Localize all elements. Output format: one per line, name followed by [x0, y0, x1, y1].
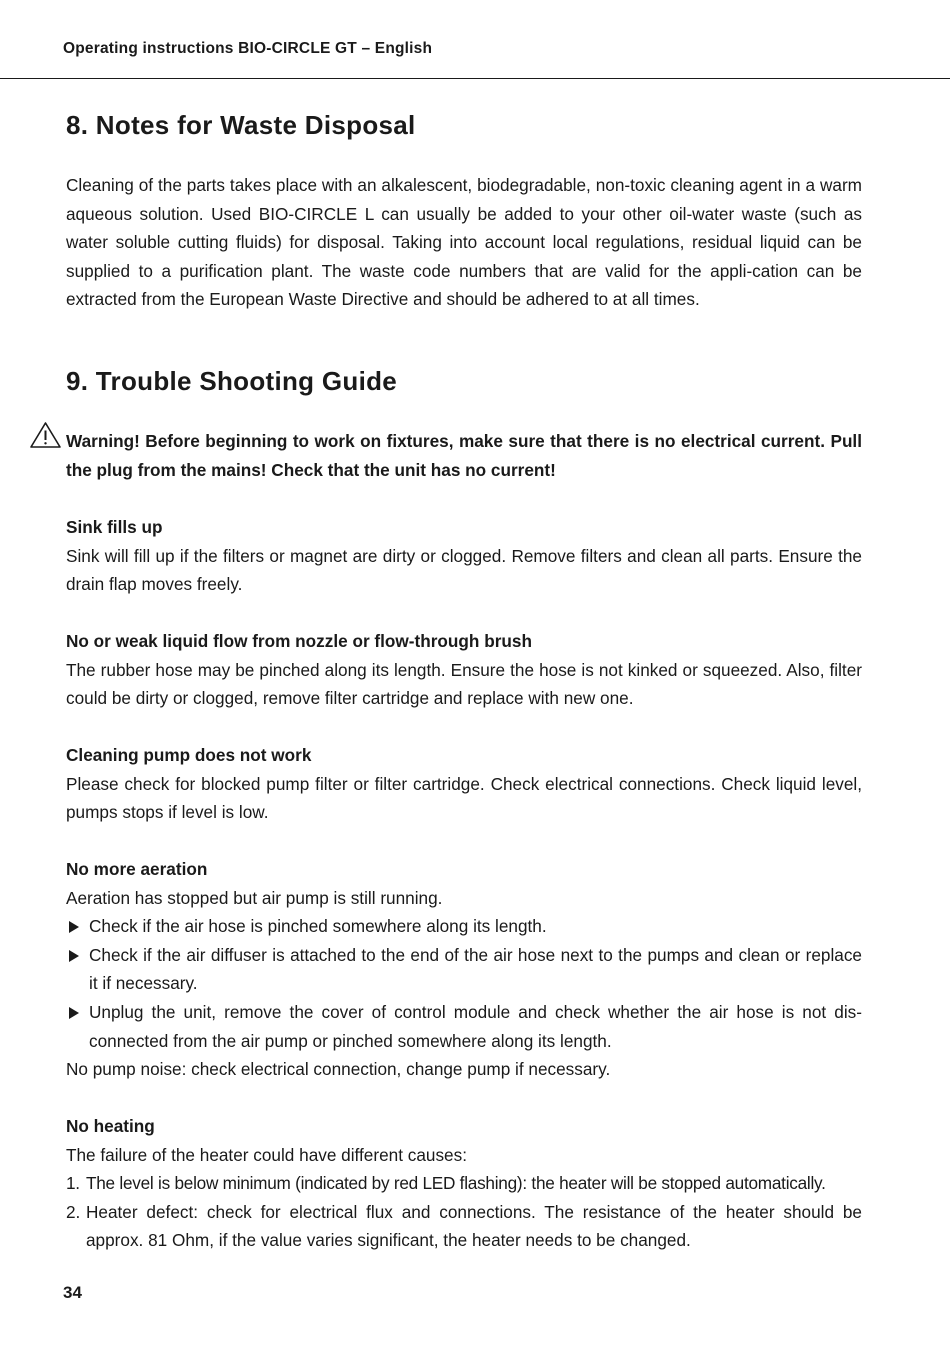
numbered-item: [66, 1169, 862, 1198]
trouble-item-text: The rubber hose may be pinched along its length. Ensure the hose is not kinked or squeezed. Also, filter could be dirty or clogged, remove filter cartridge and replace with new one.: [66, 659, 862, 709]
page-header: [0, 0, 950, 79]
trouble-item-title: No more aeration: [66, 859, 208, 879]
section-8-heading: 8. Notes for Waste Disposal: [66, 110, 416, 140]
warning-triangle-icon: [29, 421, 62, 449]
warning-text: Warning! Before beginning to work on fixtures, make sure that there is no electrical current. Pull the plug from the mains! Check that the unit has no current!: [66, 431, 862, 480]
trouble-item-title: No heating: [66, 1116, 155, 1136]
trouble-item: [66, 513, 862, 599]
bullet-item: [66, 912, 862, 941]
trouble-item: [66, 741, 862, 827]
aeration-item: [66, 855, 862, 1084]
bullet-text: Check if the air diffuser is attached to the end of the air hose next to the pumps and clean or replace it if necessary.: [89, 944, 862, 994]
waste-disposal-paragraph: Cleaning of the parts takes place with an alkalescent, biodegradable, non-toxic cleaning agent in a warm aqueous solution. Used BIO-CIRCLE L can usually be added to your other oil-water waste (such as water soluble cutting fluids) for disposal. Taking into account local regulations, residual liquid can be supplied to a purification plant. The waste code numbers that are valid for the appli-cation can be extracted from the European Waste Directive and should be adhered to at all times.: [66, 175, 862, 310]
header-title: Operating instructions BIO-CIRCLE GT – English: [63, 40, 433, 57]
item-number: 1.: [66, 1173, 80, 1194]
bullet-arrow-icon: [69, 950, 79, 962]
trouble-item-title: No or weak liquid flow from nozzle or flow-through brush: [66, 631, 532, 651]
numbered-text: The level is below minimum (indicated by red LED flashing): the heater will be stopped automatically.: [86, 1173, 826, 1194]
bullet-arrow-icon: [69, 921, 79, 933]
heating-intro: The failure of the heater could have different causes:: [66, 1144, 467, 1165]
page-number: 34: [63, 1283, 82, 1302]
aeration-outro: No pump noise: check electrical connection, change pump if necessary.: [66, 1059, 611, 1080]
bullet-arrow-icon: [69, 1007, 79, 1019]
numbered-text: Heater defect: check for electrical flux and connections. The resistance of the heater should be approx. 81 Ohm, if the value varies significant, the heater needs to be changed.: [86, 1201, 862, 1251]
item-number: 2.: [66, 1201, 81, 1222]
numbered-item: [66, 1198, 862, 1255]
trouble-item: [66, 627, 862, 713]
section-8-body: [66, 171, 862, 314]
heating-item: [66, 1112, 862, 1255]
bullet-item: [66, 941, 862, 998]
bullet-text: Check if the air hose is pinched somewhere along its length.: [89, 916, 547, 937]
trouble-item-text: Please check for blocked pump filter or filter cartridge. Check electrical connections. Check liquid level, pumps stops if level is low.: [66, 773, 862, 823]
trouble-item-title: Cleaning pump does not work: [66, 745, 312, 765]
trouble-item-title: Sink fills up: [66, 517, 163, 537]
trouble-item-text: Sink will fill up if the filters or magnet are dirty or clogged. Remove filters and clean all parts. Ensure the drain flap moves freely.: [66, 545, 862, 595]
bullet-item: [66, 998, 862, 1055]
bullet-text: Unplug the unit, remove the cover of control module and check whether the air hose is not dis-connected from the air pump or pinched somewhere along its length.: [89, 1001, 862, 1051]
aeration-intro: Aeration has stopped but air pump is still running.: [66, 887, 443, 908]
warning-block: [66, 427, 862, 484]
section-9-heading: 9. Trouble Shooting Guide: [66, 366, 398, 396]
